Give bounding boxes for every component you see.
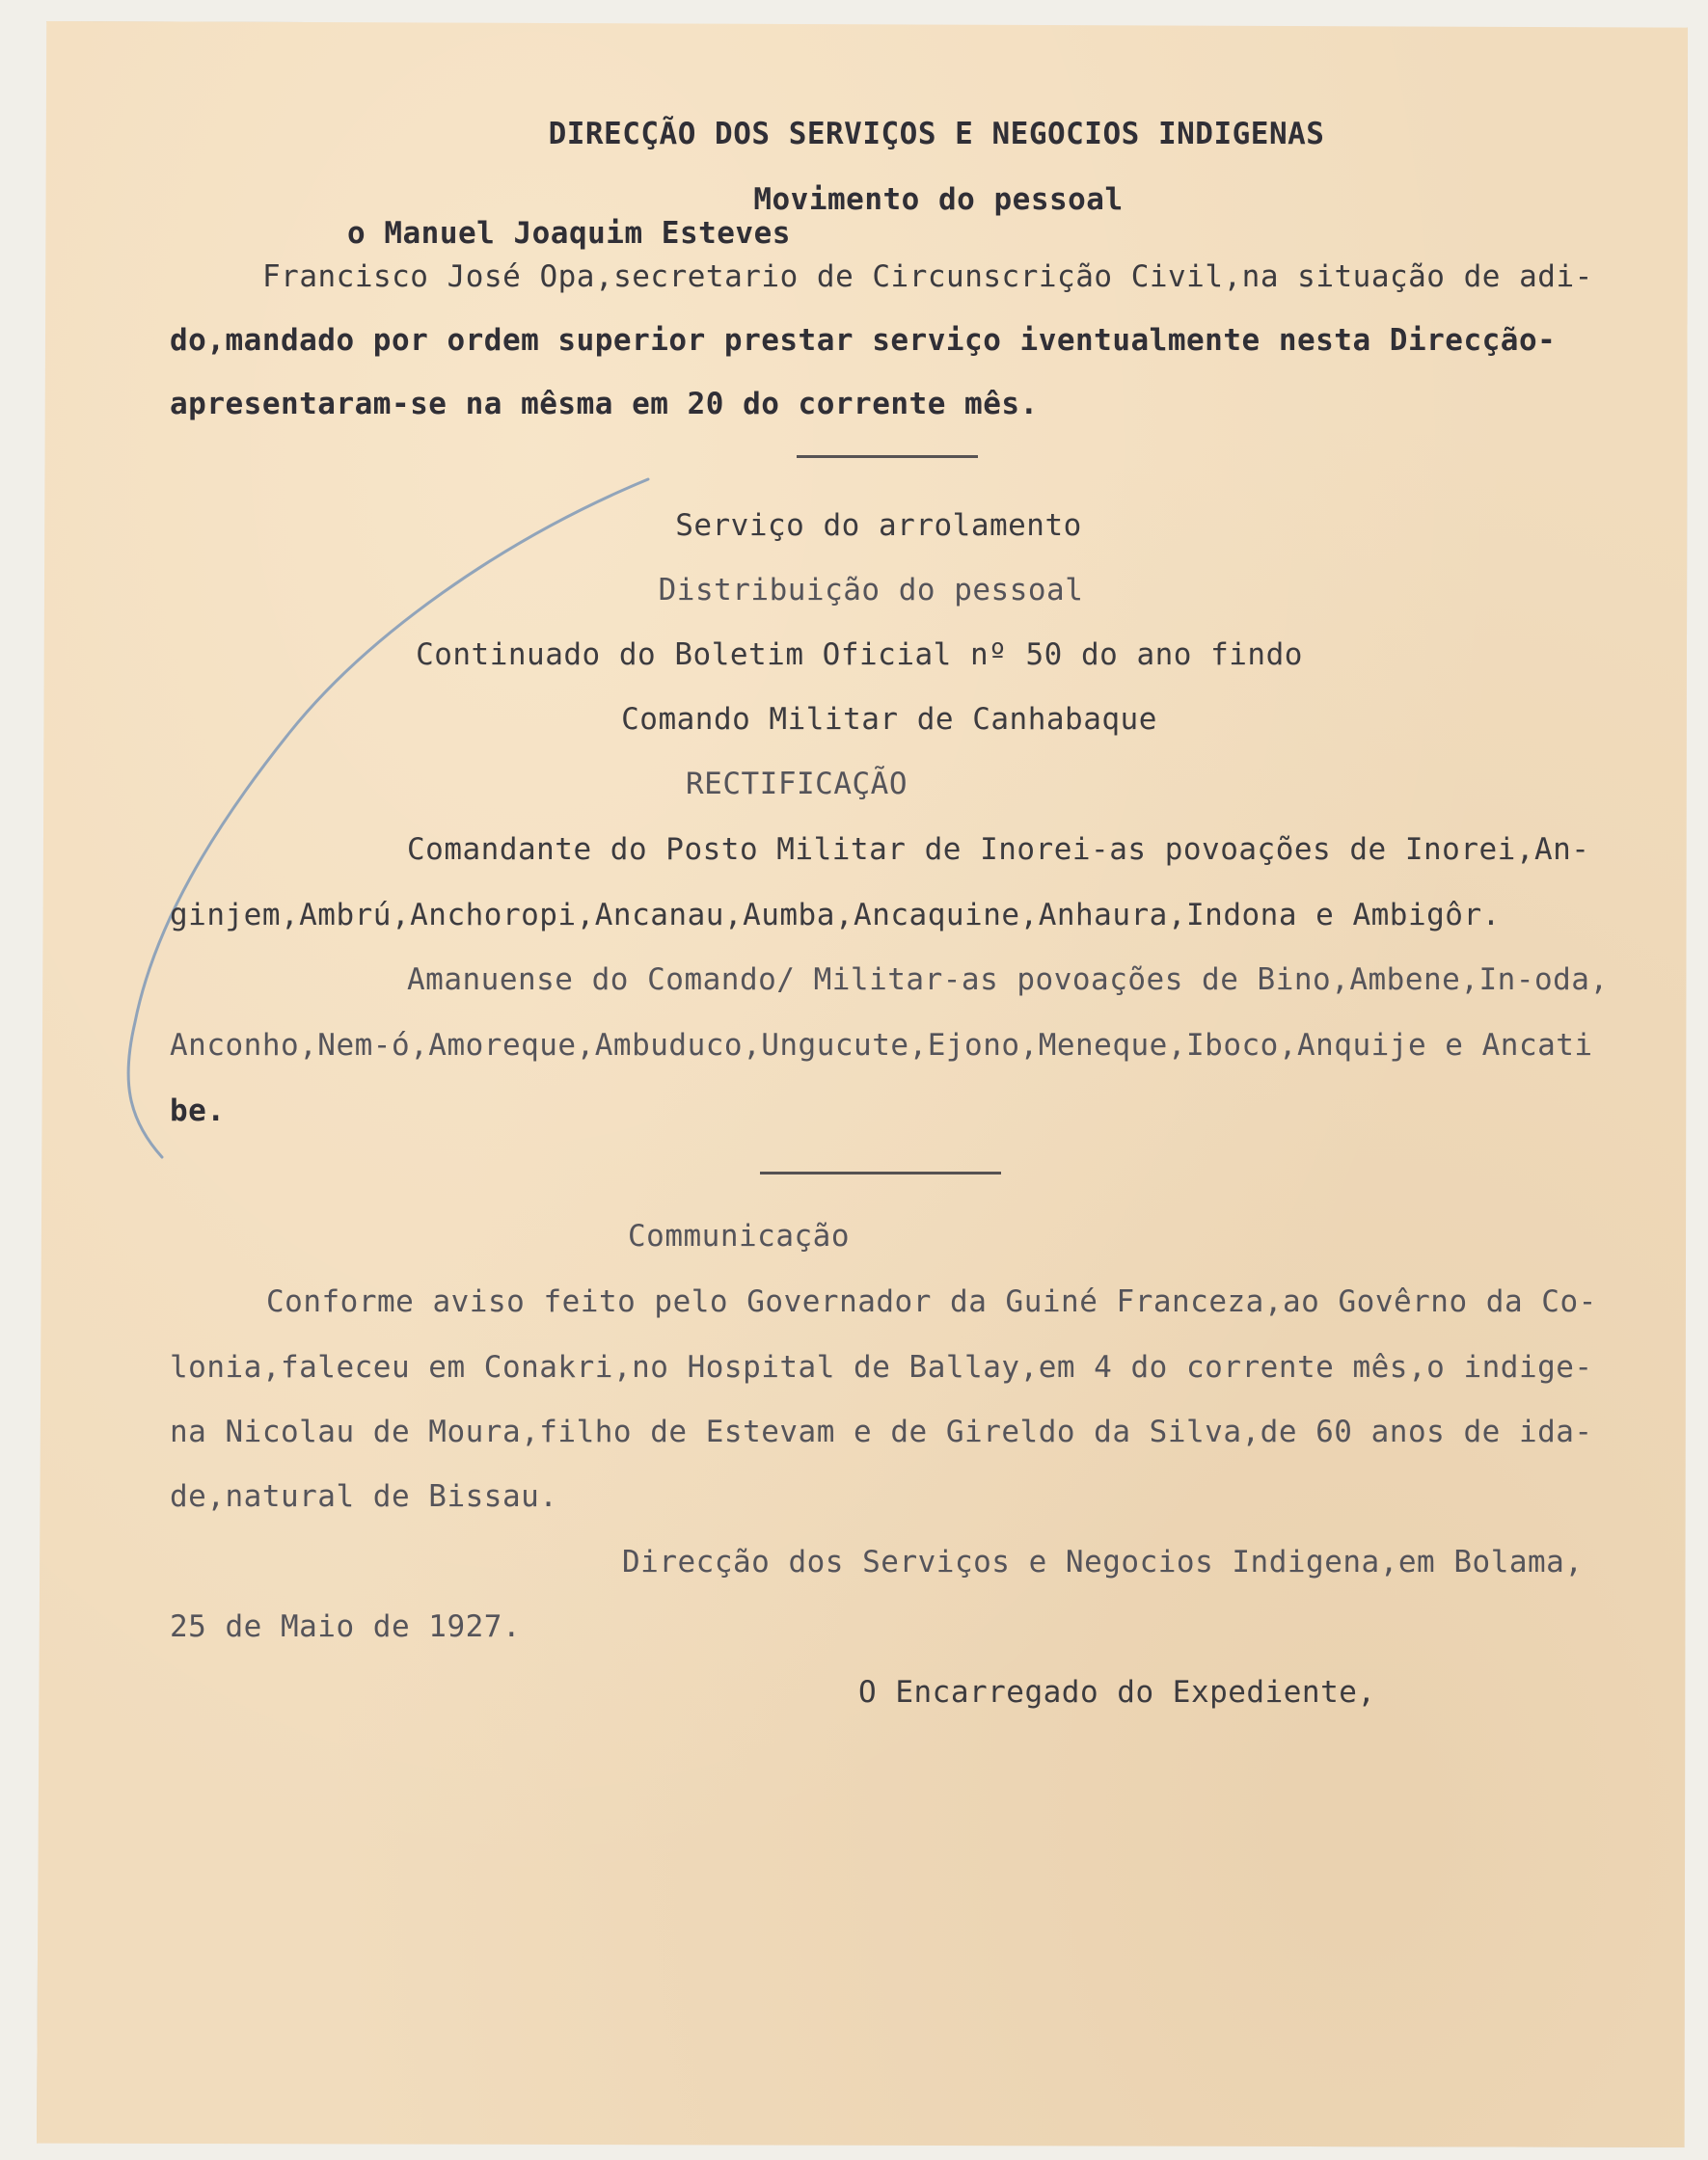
handwritten-insertion: o Manuel Joaquim Esteves [347, 216, 791, 251]
arrolamento-line: Comandante do Posto Militar de Inorei-as povoações de Inorei,An- [407, 832, 1590, 867]
arrolamento-heading: Comando Militar de Canhabaque [621, 702, 1157, 737]
communicacao-title: Communicação [628, 1219, 850, 1254]
communicacao-line: de,natural de Bissau. [170, 1479, 558, 1514]
movimento-line: do,mandado por ordem superior prestar serviço iventualmente nesta Direcção- [170, 323, 1557, 358]
document-header: DIRECÇÃO DOS SERVIÇOS E NEGOCIOS INDIGENAS [548, 117, 1325, 151]
movimento-line: apresentaram-se na mêsma em 20 do corrente mês. [170, 387, 1039, 421]
arrolamento-line: Anconho,Nem-ó,Amoreque,Ambuduco,Ungucute,Ejono,Meneque,Iboco,Anquije e Ancati [170, 1028, 1593, 1063]
communicacao-line: lonia,faleceu em Conakri,no Hospital de Ballay,em 4 do corrente mês,o indige- [170, 1350, 1593, 1385]
section-divider [797, 455, 978, 458]
communicacao-line: na Nicolau de Moura,filho de Estevam e de Gireldo da Silva,de 60 anos de ida- [170, 1415, 1593, 1449]
arrolamento-heading: Serviço do arrolamento [675, 508, 1082, 543]
closing-date: 25 de Maio de 1927. [170, 1609, 522, 1644]
arrolamento-line: Amanuense do Comando/ Militar-as povoações de Bino,Ambene,In-oda, [407, 962, 1609, 997]
signature-title: O Encarregado do Expediente, [858, 1675, 1376, 1710]
communicacao-line: Conforme aviso feito pelo Governador da Guiné Franceza,ao Govêrno da Co- [266, 1284, 1597, 1319]
arrolamento-line: ginjem,Ambrú,Anchoropi,Ancanau,Aumba,Ancaquine,Anhaura,Indona e Ambigôr. [170, 898, 1501, 932]
closing-place: Direcção dos Serviços e Negocios Indigena,em Bolama, [622, 1545, 1584, 1580]
arrolamento-heading: Distribuição do pessoal [658, 573, 1084, 608]
arrolamento-line: be. [170, 1094, 226, 1128]
movimento-title: Movimento do pessoal [753, 182, 1124, 217]
section-divider [760, 1172, 1001, 1174]
movimento-line: Francisco José Opa,secretario de Circunscrição Civil,na situação de adi- [262, 259, 1593, 294]
rectificacao-heading: RECTIFICAÇÃO [686, 767, 908, 801]
arrolamento-heading: Continuado do Boletim Oficial nº 50 do ano findo [416, 637, 1303, 672]
